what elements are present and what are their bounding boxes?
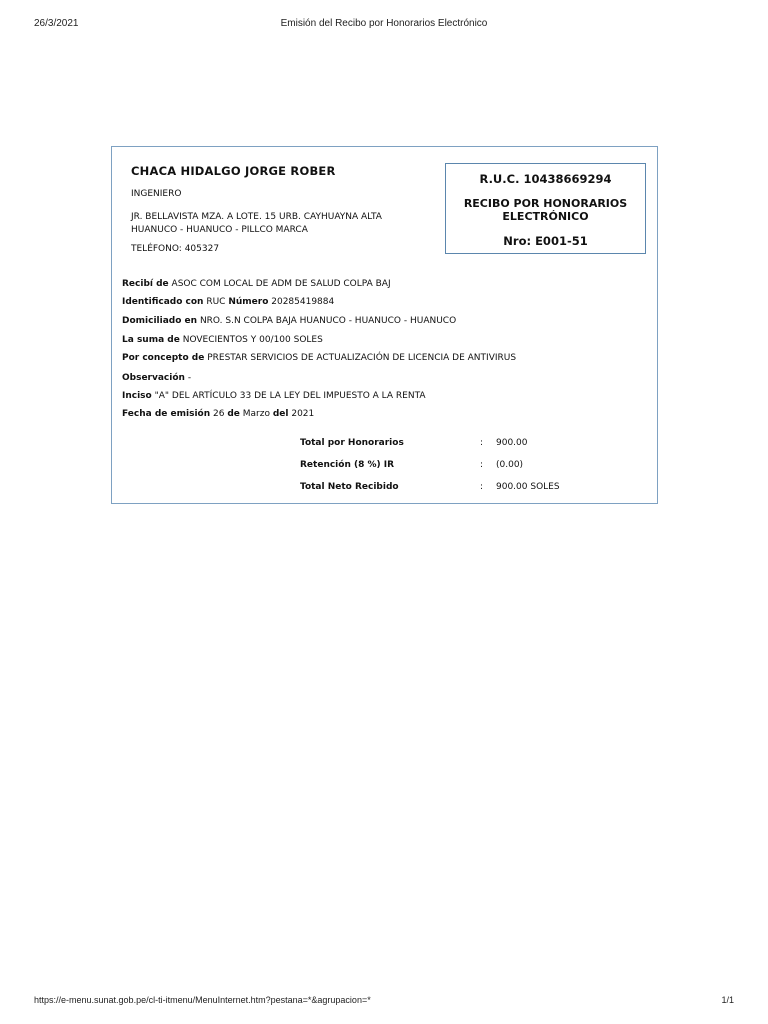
issue-date-row bbox=[122, 409, 314, 419]
address-value: NRO. S.N COLPA BAJA HUANUCO - HUANUCO - HUANUCO bbox=[199, 316, 457, 326]
total-value: 900.00 bbox=[496, 438, 528, 448]
address-row bbox=[122, 316, 456, 326]
inciso-label: Inciso bbox=[122, 391, 152, 401]
document-type bbox=[446, 197, 645, 223]
total-value: (0.00) bbox=[496, 460, 524, 470]
received-from-row bbox=[122, 279, 391, 289]
document-type-line2: ELECTRÓNICO bbox=[502, 210, 589, 223]
issuer-address bbox=[131, 211, 382, 237]
total-colon: : bbox=[480, 482, 484, 492]
sum-value: NOVECIENTOS Y 00/100 SOLES bbox=[182, 335, 323, 345]
print-url: https://e-menu.sunat.gob.pe/cl-ti-itmenu/MenuInternet.htm?pestana=*&agrupacion=* bbox=[34, 995, 371, 1005]
identified-number-label: Número bbox=[228, 297, 269, 307]
total-label: Total por Honorarios bbox=[300, 438, 404, 448]
identified-row bbox=[122, 297, 334, 307]
receipt-card bbox=[111, 146, 658, 504]
issuer-phone: TELÉFONO: 405327 bbox=[131, 244, 220, 254]
total-label: Retención (8 %) IR bbox=[300, 460, 395, 470]
issue-date-month: Marzo bbox=[242, 409, 270, 419]
total-colon: : bbox=[480, 438, 484, 448]
issue-date-year: 2021 bbox=[291, 409, 315, 419]
address-label: Domiciliado en bbox=[122, 316, 198, 326]
issue-date-day: 26 bbox=[213, 409, 225, 419]
document-number: Nro: E001-51 bbox=[503, 234, 588, 248]
total-colon: : bbox=[480, 460, 484, 470]
inciso-value: "A" DEL ARTÍCULO 33 DE LA LEY DEL IMPUESTO A LA RENTA bbox=[154, 391, 426, 401]
ruc-number: R.U.C. 10438669294 bbox=[479, 172, 612, 186]
identified-label: Identificado con bbox=[122, 297, 204, 307]
concept-value: PRESTAR SERVICIOS DE ACTUALIZACIÓN DE LICENCIA DE ANTIVIRUS bbox=[207, 353, 517, 363]
document-type-line1: RECIBO POR HONORARIOS bbox=[463, 197, 628, 210]
issue-date-del: del bbox=[272, 409, 289, 419]
concept-row bbox=[122, 353, 516, 363]
inciso-row bbox=[122, 391, 426, 401]
print-date: 26/3/2021 bbox=[34, 18, 79, 29]
received-from-label: Recibí de bbox=[122, 279, 169, 289]
identified-value: 20285419884 bbox=[271, 297, 335, 307]
concept-label: Por concepto de bbox=[122, 353, 205, 363]
identified-doc-type: RUC bbox=[206, 297, 226, 307]
print-page-number: 1/1 bbox=[721, 995, 734, 1005]
issue-date-label: Fecha de emisión bbox=[122, 409, 211, 419]
total-value: 900.00 SOLES bbox=[496, 482, 560, 492]
observation-value: - bbox=[187, 373, 192, 383]
print-title: Emisión del Recibo por Honorarios Electrónico bbox=[280, 18, 488, 29]
observation-label: Observación bbox=[122, 373, 185, 383]
issuer-address-line2: HUANUCO - HUANUCO - PILLCO MARCA bbox=[131, 225, 308, 235]
issuer-profession: INGENIERO bbox=[131, 189, 182, 199]
observation-row bbox=[122, 373, 191, 383]
received-from-value: ASOC COM LOCAL DE ADM DE SALUD COLPA BAJ bbox=[171, 279, 391, 289]
issue-date-de: de bbox=[227, 409, 240, 419]
sum-label: La suma de bbox=[122, 335, 180, 345]
issuer-address-line1: JR. BELLAVISTA MZA. A LOTE. 15 URB. CAYHUAYNA ALTA bbox=[131, 212, 382, 222]
sum-row bbox=[122, 335, 323, 345]
total-label: Total Neto Recibido bbox=[300, 482, 399, 492]
issuer-name: CHACA HIDALGO JORGE ROBER bbox=[131, 164, 336, 178]
ruc-box bbox=[445, 163, 646, 254]
